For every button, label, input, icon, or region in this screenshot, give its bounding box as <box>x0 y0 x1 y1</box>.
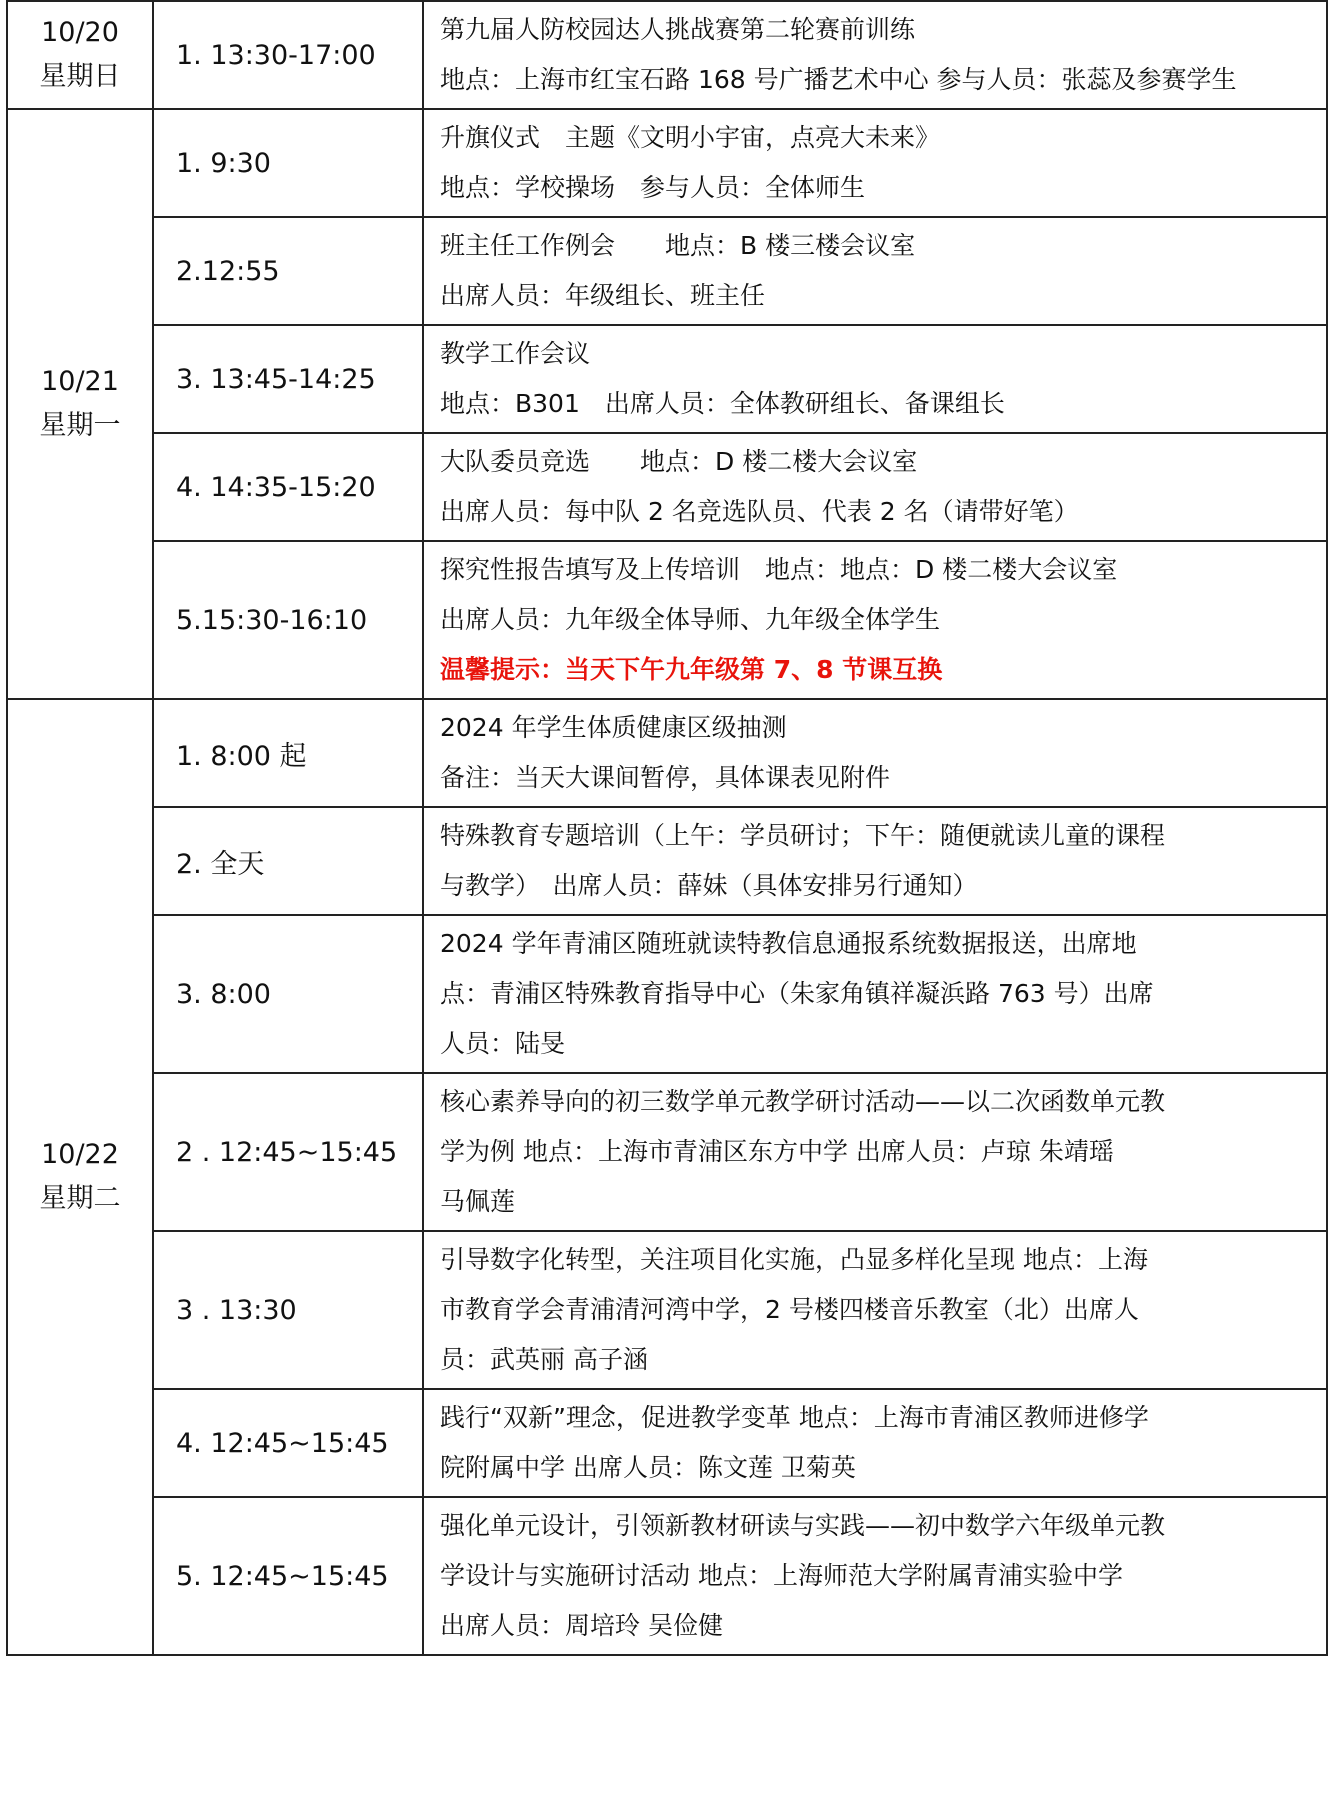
description-cell <box>423 915 1327 1073</box>
description-line: 马佩莲 <box>440 1187 516 1216</box>
description-cell <box>423 807 1327 915</box>
description-line: 备注：当天大课间暂停，具体课表见附件 <box>440 763 891 792</box>
description-line: 地点：上海市红宝石路 168 号广播艺术中心 参与人员：张蕊及参赛学生 <box>440 65 1237 94</box>
description-line: 探究性报告填写及上传培训 地点：地点：D 楼二楼大会议室 <box>440 555 1118 584</box>
description-line: 出席人员：每中队 2 名竞选队员、代表 2 名（请带好笔） <box>440 497 1079 526</box>
description-line: 2024 学年青浦区随班就读特教信息通报系统数据报送，出席地 <box>440 929 1137 958</box>
description-cell <box>423 1389 1327 1497</box>
time-cell: 2.12:55 <box>153 217 423 325</box>
description-line: 市教育学会青浦清河湾中学，2 号楼四楼音乐教室（北）出席人 <box>440 1295 1139 1324</box>
warm-reminder-note: 温馨提示：当天下午九年级第 7、8 节课互换 <box>440 655 943 684</box>
time-cell: 4. 14:35-15:20 <box>153 433 423 541</box>
description-line: 引导数字化转型，关注项目化实施，凸显多样化呈现 地点：上海 <box>440 1245 1148 1274</box>
description-line: 第九届人防校园达人挑战赛第二轮赛前训练 <box>440 15 916 44</box>
date-label: 10/22 <box>41 1139 119 1170</box>
table-row <box>7 699 1327 807</box>
description-line: 出席人员：年级组长、班主任 <box>440 281 766 310</box>
description-line: 学设计与实施研讨活动 地点：上海师范大学附属青浦实验中学 <box>440 1561 1123 1590</box>
date-label: 10/21 <box>41 366 119 397</box>
table-row <box>7 1073 1327 1231</box>
description-line: 学为例 地点：上海市青浦区东方中学 出席人员：卢琼 朱靖瑶 <box>440 1137 1114 1166</box>
weekday-label: 星期二 <box>39 1183 121 1214</box>
table-row <box>7 541 1327 699</box>
description-cell <box>423 433 1327 541</box>
description-line: 地点：学校操场 参与人员：全体师生 <box>440 173 866 202</box>
time-cell: 1. 9:30 <box>153 109 423 217</box>
description-line: 核心素养导向的初三数学单元教学研讨活动——以二次函数单元教 <box>440 1087 1166 1116</box>
description-line: 院附属中学 出席人员：陈文莲 卫菊英 <box>440 1453 856 1482</box>
date-label: 10/20 <box>41 17 119 48</box>
description-line: 点：青浦区特殊教育指导中心（朱家角镇祥凝浜路 763 号）出席 <box>440 979 1154 1008</box>
description-line: 践行“双新”理念，促进教学变革 地点：上海市青浦区教师进修学 <box>440 1403 1149 1432</box>
time-cell: 2 . 12:45~15:45 <box>153 1073 423 1231</box>
time-cell: 3. 8:00 <box>153 915 423 1073</box>
time-cell: 4. 12:45~15:45 <box>153 1389 423 1497</box>
table-row <box>7 325 1327 433</box>
table-row <box>7 807 1327 915</box>
description-line: 大队委员竞选 地点：D 楼二楼大会议室 <box>440 447 918 476</box>
time-cell: 1. 8:00 起 <box>153 699 423 807</box>
date-cell <box>7 109 153 699</box>
weekday-label: 星期日 <box>39 61 121 92</box>
description-cell <box>423 699 1327 807</box>
time-cell: 3 . 13:30 <box>153 1231 423 1389</box>
description-cell <box>423 1497 1327 1655</box>
time-cell: 5.15:30-16:10 <box>153 541 423 699</box>
description-line: 教学工作会议 <box>440 339 591 368</box>
description-line: 出席人员：九年级全体导师、九年级全体学生 <box>440 605 941 634</box>
description-line: 人员：陆旻 <box>440 1029 566 1058</box>
description-cell <box>423 109 1327 217</box>
time-cell: 3. 13:45-14:25 <box>153 325 423 433</box>
description-line: 与教学） 出席人员：薛妹（具体安排另行通知） <box>440 871 978 900</box>
schedule-table <box>6 0 1328 1656</box>
description-cell <box>423 1231 1327 1389</box>
description-line: 特殊教育专题培训（上午：学员研讨；下午：随便就读儿童的课程 <box>440 821 1166 850</box>
description-line: 班主任工作例会 地点：B 楼三楼会议室 <box>440 231 916 260</box>
table-row <box>7 1389 1327 1497</box>
description-cell <box>423 217 1327 325</box>
table-row <box>7 915 1327 1073</box>
description-cell <box>423 541 1327 699</box>
description-line: 地点：B301 出席人员：全体教研组长、备课组长 <box>440 389 1005 418</box>
description-line: 2024 年学生体质健康区级抽测 <box>440 713 787 742</box>
weekday-label: 星期一 <box>39 410 121 441</box>
description-line: 强化单元设计，引领新教材研读与实践——初中数学六年级单元教 <box>440 1511 1166 1540</box>
description-cell <box>423 1073 1327 1231</box>
table-row <box>7 217 1327 325</box>
time-cell: 2. 全天 <box>153 807 423 915</box>
description-line: 员：武英丽 高子涵 <box>440 1345 648 1374</box>
date-cell <box>7 699 153 1655</box>
description-line: 升旗仪式 主题《文明小宇宙，点亮大未来》 <box>440 123 941 152</box>
time-cell: 5. 12:45~15:45 <box>153 1497 423 1655</box>
table-row <box>7 1497 1327 1655</box>
description-cell <box>423 325 1327 433</box>
date-cell <box>7 1 153 109</box>
table-row <box>7 109 1327 217</box>
table-row <box>7 1231 1327 1389</box>
time-cell: 1. 13:30-17:00 <box>153 1 423 109</box>
description-line: 出席人员：周培玲 吴俭健 <box>440 1611 723 1640</box>
description-cell <box>423 1 1327 109</box>
table-row <box>7 1 1327 109</box>
table-row <box>7 433 1327 541</box>
